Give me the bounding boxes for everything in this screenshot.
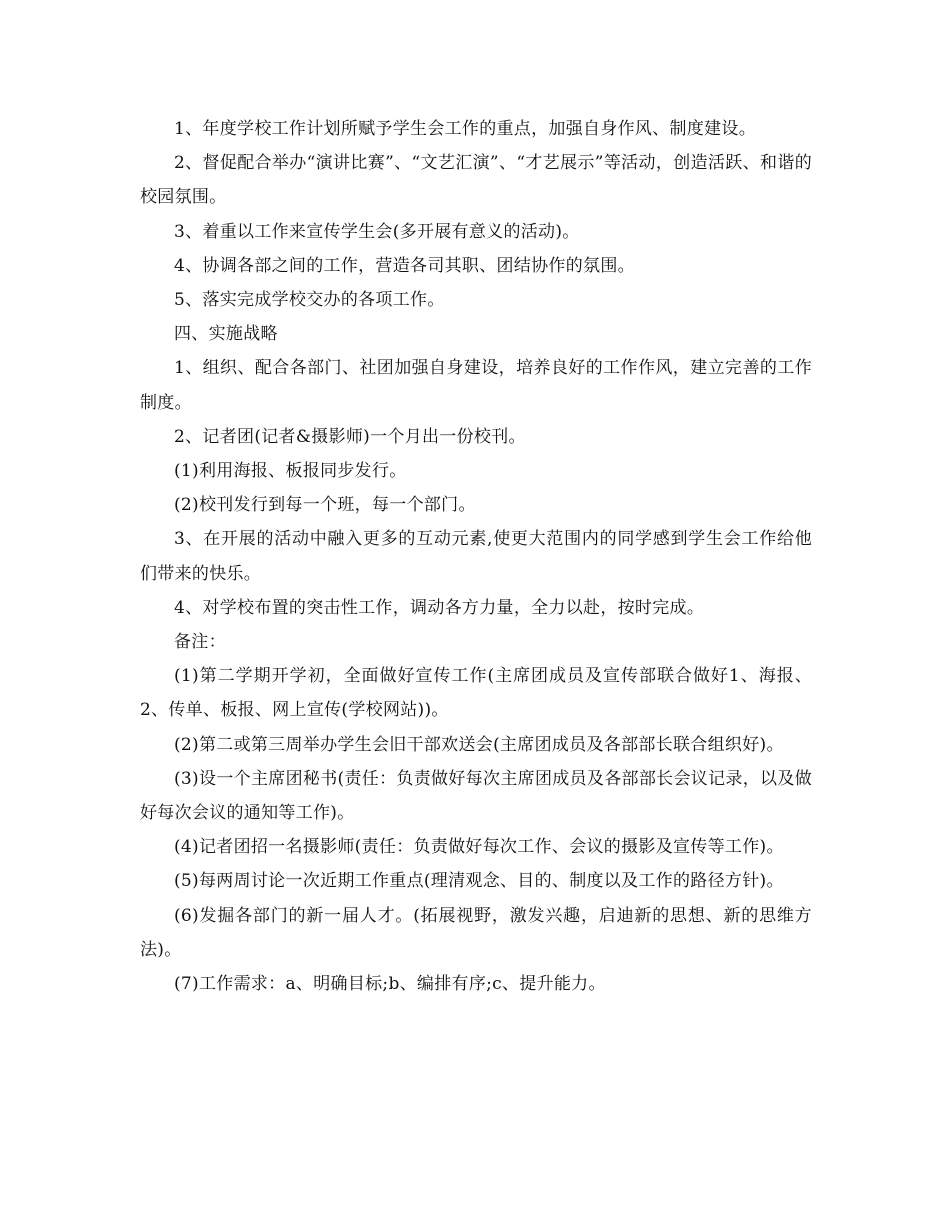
paragraph-goal-1: 1、年度学校工作计划所赋予学生会工作的重点，加强自身作风、制度建设。	[174, 119, 757, 139]
note-item-5: (5)每两周讨论一次近期工作重点(理清观念、目的、制度以及工作的路径方针)。	[174, 871, 784, 892]
note-item-4: (4)记者团招一名摄影师(责任：负责做好每次工作、会议的摄影及宣传等工作)。	[174, 837, 784, 858]
paragraph-strategy-2-sub-1: (1)利用海报、板报同步发行。	[174, 461, 407, 482]
paragraph-goal-2: 2、督促配合举办“演讲比赛”、“文艺汇演”、“才艺展示”等活动，创造活跃、和谐的校园氛围。	[140, 153, 812, 208]
paragraph-goal-5: 5、落实完成学校交办的各项工作。	[174, 290, 445, 311]
document-body	[140, 112, 812, 1001]
note-item-3: (3)设一个主席团秘书(责任：负责做好每次主席团成员及各部部长会议记录，以及做好每次会议的通知等工作)。	[140, 768, 812, 824]
note-item-7: (7)工作需求：a、明确目标;b、编排有序;c、提升能力。	[174, 974, 606, 995]
note-item-6: (6)发掘各部门的新一届人才。(拓展视野，激发兴趣，启迪新的思想、新的思维方法)。	[140, 905, 812, 960]
paragraph-strategy-1: 1、组织、配合各部门、社团加强自身建设，培养良好的工作作风，建立完善的工作制度。	[140, 358, 812, 413]
paragraph-strategy-3: 3、在开展的活动中融入更多的互动元素,使更大范围内的同学感到学生会工作给他们带来的快乐。	[140, 529, 812, 584]
section-heading-strategy: 四、实施战略	[174, 324, 278, 345]
note-item-2: (2)第二或第三周举办学生会旧干部欢送会(主席团成员及各部部长联合组织好)。	[174, 734, 784, 755]
note-item-1: (1)第二学期开学初，全面做好宣传工作(主席团成员及宣传部联合做好1、海报、2、传单、板报、网上宣传(学校网站))。	[140, 666, 812, 721]
paragraph-strategy-2-sub-2: (2)校刊发行到每一个班，每一个部门。	[174, 495, 476, 516]
notes-heading: 备注：	[174, 632, 226, 653]
paragraph-strategy-2: 2、记者团(记者&摄影师)一个月出一份校刊。	[174, 426, 526, 447]
paragraph-goal-3: 3、着重以工作来宣传学生会(多开展有意义的活动)。	[174, 221, 580, 242]
paragraph-strategy-4: 4、对学校布置的突击性工作，调动各方力量，全力以赴，按时完成。	[174, 597, 705, 618]
paragraph-goal-4: 4、协调各部之间的工作，营造各司其职、团结协作的氛围。	[174, 255, 635, 276]
